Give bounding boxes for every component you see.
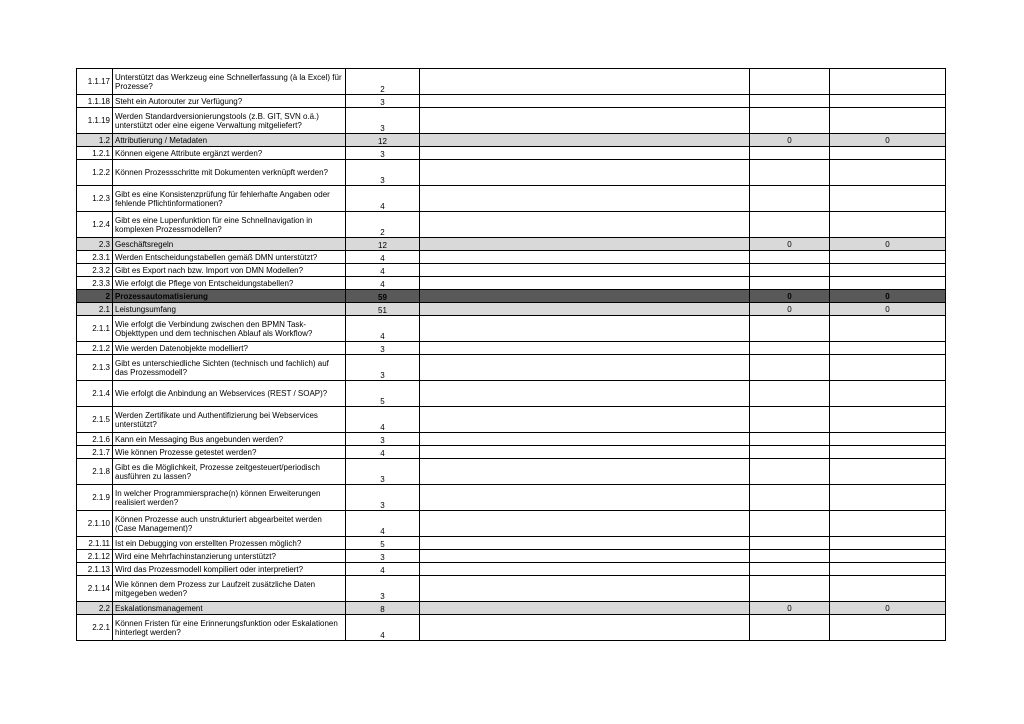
criteria-row: [77, 433, 946, 446]
score-cell-2: [830, 147, 946, 160]
points-cell: 3: [346, 342, 420, 355]
main-section-row: [77, 290, 946, 303]
points-cell: 3: [346, 95, 420, 108]
question-cell: In welcher Programmiersprache(n) können Erweiterungen realisiert werden?: [113, 485, 346, 511]
score-cell-2: [830, 433, 946, 446]
criteria-row: [77, 381, 946, 407]
criteria-table-body: [77, 69, 946, 641]
score-cell-1: [750, 186, 830, 212]
criteria-row: [77, 563, 946, 576]
question-cell: Ist ein Debugging von erstellten Prozessen möglich?: [113, 537, 346, 550]
row-id-cell: 2.1.3: [77, 355, 113, 381]
score-cell-2: [830, 563, 946, 576]
row-id-cell: 1.2.4: [77, 212, 113, 238]
row-id-cell: 1.2.3: [77, 186, 113, 212]
points-cell: 3: [346, 160, 420, 186]
answer-cell: [420, 615, 750, 641]
question-cell: Werden Standardversionierungstools (z.B. GIT, SVN o.ä.) unterstützt oder eine eigene Verwaltung mitgeliefert?: [113, 108, 346, 134]
question-cell: Können Fristen für eine Erinnerungsfunktion oder Eskalationen hinterlegt werden?: [113, 615, 346, 641]
points-cell: 4: [346, 446, 420, 459]
score-cell-1: [750, 316, 830, 342]
criteria-row: [77, 264, 946, 277]
answer-cell: [420, 381, 750, 407]
score-cell-2: [830, 537, 946, 550]
row-id-cell: 2.2: [77, 602, 113, 615]
points-cell: 3: [346, 147, 420, 160]
criteria-row: [77, 511, 946, 537]
score-cell-2: [830, 251, 946, 264]
score-cell-2: 0: [830, 238, 946, 251]
question-cell: Werden Entscheidungstabellen gemäß DMN unterstützt?: [113, 251, 346, 264]
section-row: [77, 602, 946, 615]
points-cell: 5: [346, 381, 420, 407]
question-cell: Wie erfolgt die Anbindung an Webservices (REST / SOAP)?: [113, 381, 346, 407]
row-id-cell: 2.1.1: [77, 316, 113, 342]
score-cell-2: [830, 576, 946, 602]
answer-cell: [420, 186, 750, 212]
row-id-cell: 2.1.7: [77, 446, 113, 459]
question-cell: Wird das Prozessmodell kompiliert oder interpretiert?: [113, 563, 346, 576]
question-cell: Wie können Prozesse getestet werden?: [113, 446, 346, 459]
section-row: [77, 303, 946, 316]
row-id-cell: 2: [77, 290, 113, 303]
criteria-table: [76, 68, 946, 641]
points-cell: 59: [346, 290, 420, 303]
points-cell: 3: [346, 576, 420, 602]
answer-cell: [420, 290, 750, 303]
score-cell-2: 0: [830, 290, 946, 303]
score-cell-2: [830, 381, 946, 407]
answer-cell: [420, 602, 750, 615]
points-cell: 4: [346, 407, 420, 433]
score-cell-1: [750, 446, 830, 459]
section-row: [77, 238, 946, 251]
points-cell: 12: [346, 134, 420, 147]
question-cell: Können Prozesse auch unstrukturiert abgearbeitet werden (Case Management)?: [113, 511, 346, 537]
row-id-cell: 2.3: [77, 238, 113, 251]
criteria-row: [77, 537, 946, 550]
answer-cell: [420, 511, 750, 537]
score-cell-2: [830, 342, 946, 355]
question-cell: Können eigene Attribute ergänzt werden?: [113, 147, 346, 160]
answer-cell: [420, 459, 750, 485]
score-cell-2: [830, 160, 946, 186]
points-cell: 3: [346, 433, 420, 446]
score-cell-1: [750, 485, 830, 511]
criteria-row: [77, 251, 946, 264]
score-cell-1: 0: [750, 290, 830, 303]
question-cell: Können Prozessschritte mit Dokumenten verknüpft werden?: [113, 160, 346, 186]
score-cell-2: [830, 69, 946, 95]
score-cell-1: 0: [750, 602, 830, 615]
row-id-cell: 1.2.1: [77, 147, 113, 160]
score-cell-2: [830, 446, 946, 459]
criteria-row: [77, 316, 946, 342]
score-cell-2: 0: [830, 134, 946, 147]
criteria-row: [77, 212, 946, 238]
score-cell-2: [830, 316, 946, 342]
criteria-row: [77, 615, 946, 641]
score-cell-1: [750, 511, 830, 537]
row-id-cell: 2.1.9: [77, 485, 113, 511]
score-cell-2: [830, 277, 946, 290]
score-cell-1: 0: [750, 134, 830, 147]
points-cell: 2: [346, 212, 420, 238]
score-cell-1: [750, 69, 830, 95]
question-cell: Geschäftsregeln: [113, 238, 346, 251]
answer-cell: [420, 251, 750, 264]
score-cell-2: [830, 459, 946, 485]
score-cell-1: [750, 342, 830, 355]
points-cell: 2: [346, 69, 420, 95]
score-cell-1: [750, 147, 830, 160]
criteria-row: [77, 69, 946, 95]
score-cell-2: [830, 485, 946, 511]
criteria-row: [77, 459, 946, 485]
points-cell: 4: [346, 511, 420, 537]
answer-cell: [420, 433, 750, 446]
row-id-cell: 1.1.19: [77, 108, 113, 134]
answer-cell: [420, 212, 750, 238]
question-cell: Gibt es eine Konsistenzprüfung für fehlerhafte Angaben oder fehlende Pflichtinformationen?: [113, 186, 346, 212]
points-cell: 4: [346, 186, 420, 212]
answer-cell: [420, 147, 750, 160]
score-cell-1: [750, 433, 830, 446]
criteria-row: [77, 446, 946, 459]
score-cell-1: [750, 459, 830, 485]
answer-cell: [420, 342, 750, 355]
points-cell: 4: [346, 316, 420, 342]
criteria-row: [77, 160, 946, 186]
score-cell-1: [750, 277, 830, 290]
row-id-cell: 2.1.12: [77, 550, 113, 563]
question-cell: Wird eine Mehrfachinstanzierung unterstützt?: [113, 550, 346, 563]
criteria-row: [77, 576, 946, 602]
score-cell-1: [750, 563, 830, 576]
answer-cell: [420, 95, 750, 108]
score-cell-1: [750, 355, 830, 381]
criteria-row: [77, 355, 946, 381]
row-id-cell: 2.1.8: [77, 459, 113, 485]
row-id-cell: 2.1.5: [77, 407, 113, 433]
score-cell-1: [750, 264, 830, 277]
answer-cell: [420, 576, 750, 602]
question-cell: Gibt es Export nach bzw. Import von DMN Modellen?: [113, 264, 346, 277]
question-cell: Wie erfolgt die Verbindung zwischen den BPMN Task-Objekttypen und dem technischen Ablauf als Workflow?: [113, 316, 346, 342]
question-cell: Attributierung / Metadaten: [113, 134, 346, 147]
question-cell: Gibt es eine Lupenfunktion für eine Schnellnavigation in komplexen Prozessmodellen?: [113, 212, 346, 238]
points-cell: 8: [346, 602, 420, 615]
row-id-cell: 2.1.10: [77, 511, 113, 537]
question-cell: Steht ein Autorouter zur Verfügung?: [113, 95, 346, 108]
points-cell: 4: [346, 615, 420, 641]
score-cell-1: 0: [750, 303, 830, 316]
row-id-cell: 2.1.11: [77, 537, 113, 550]
points-cell: 51: [346, 303, 420, 316]
score-cell-1: [750, 212, 830, 238]
answer-cell: [420, 264, 750, 277]
points-cell: 3: [346, 355, 420, 381]
score-cell-2: [830, 407, 946, 433]
answer-cell: [420, 563, 750, 576]
points-cell: 3: [346, 459, 420, 485]
criteria-row: [77, 186, 946, 212]
score-cell-2: 0: [830, 602, 946, 615]
criteria-row: [77, 407, 946, 433]
answer-cell: [420, 160, 750, 186]
answer-cell: [420, 108, 750, 134]
criteria-row: [77, 342, 946, 355]
answer-cell: [420, 550, 750, 563]
score-cell-2: [830, 615, 946, 641]
answer-cell: [420, 277, 750, 290]
answer-cell: [420, 134, 750, 147]
answer-cell: [420, 355, 750, 381]
row-id-cell: 1.1.17: [77, 69, 113, 95]
score-cell-1: [750, 251, 830, 264]
section-row: [77, 134, 946, 147]
row-id-cell: 2.1.2: [77, 342, 113, 355]
score-cell-1: [750, 550, 830, 563]
row-id-cell: 1.1.18: [77, 95, 113, 108]
row-id-cell: 2.2.1: [77, 615, 113, 641]
score-cell-1: [750, 537, 830, 550]
row-id-cell: 2.3.3: [77, 277, 113, 290]
score-cell-2: [830, 550, 946, 563]
score-cell-1: [750, 407, 830, 433]
row-id-cell: 2.1.13: [77, 563, 113, 576]
score-cell-2: [830, 511, 946, 537]
row-id-cell: 2.1.4: [77, 381, 113, 407]
row-id-cell: 2.3.2: [77, 264, 113, 277]
points-cell: 12: [346, 238, 420, 251]
points-cell: 5: [346, 537, 420, 550]
score-cell-1: [750, 381, 830, 407]
question-cell: Werden Zertifikate und Authentifizierung bei Webservices unterstützt?: [113, 407, 346, 433]
question-cell: Leistungsumfang: [113, 303, 346, 316]
score-cell-1: [750, 160, 830, 186]
row-id-cell: 1.2: [77, 134, 113, 147]
row-id-cell: 1.2.2: [77, 160, 113, 186]
score-cell-1: [750, 108, 830, 134]
points-cell: 3: [346, 550, 420, 563]
answer-cell: [420, 407, 750, 433]
row-id-cell: 2.1.14: [77, 576, 113, 602]
question-cell: Kann ein Messaging Bus angebunden werden?: [113, 433, 346, 446]
question-cell: Gibt es unterschiedliche Sichten (technisch und fachlich) auf das Prozessmodell?: [113, 355, 346, 381]
row-id-cell: 2.1: [77, 303, 113, 316]
question-cell: Eskalationsmanagement: [113, 602, 346, 615]
row-id-cell: 2.3.1: [77, 251, 113, 264]
question-cell: Wie werden Datenobjekte modelliert?: [113, 342, 346, 355]
answer-cell: [420, 69, 750, 95]
points-cell: 3: [346, 485, 420, 511]
score-cell-1: [750, 576, 830, 602]
criteria-row: [77, 277, 946, 290]
question-cell: Unterstützt das Werkzeug eine Schnellerfassung (à la Excel) für Prozesse?: [113, 69, 346, 95]
score-cell-2: [830, 108, 946, 134]
answer-cell: [420, 446, 750, 459]
answer-cell: [420, 238, 750, 251]
score-cell-2: [830, 264, 946, 277]
criteria-row: [77, 550, 946, 563]
score-cell-1: 0: [750, 238, 830, 251]
score-cell-2: [830, 355, 946, 381]
question-cell: Wie können dem Prozess zur Laufzeit zusätzliche Daten mitgegeben weden?: [113, 576, 346, 602]
answer-cell: [420, 485, 750, 511]
question-cell: Prozessautomatisierung: [113, 290, 346, 303]
criteria-row: [77, 108, 946, 134]
score-cell-2: 0: [830, 303, 946, 316]
answer-cell: [420, 303, 750, 316]
points-cell: 3: [346, 108, 420, 134]
answer-cell: [420, 316, 750, 342]
points-cell: 4: [346, 277, 420, 290]
points-cell: 4: [346, 563, 420, 576]
score-cell-1: [750, 95, 830, 108]
score-cell-2: [830, 186, 946, 212]
criteria-row: [77, 147, 946, 160]
score-cell-1: [750, 615, 830, 641]
points-cell: 4: [346, 251, 420, 264]
points-cell: 4: [346, 264, 420, 277]
answer-cell: [420, 537, 750, 550]
score-cell-2: [830, 95, 946, 108]
criteria-row: [77, 95, 946, 108]
score-cell-2: [830, 212, 946, 238]
row-id-cell: 2.1.6: [77, 433, 113, 446]
question-cell: Gibt es die Möglichkeit, Prozesse zeitgesteuert/periodisch ausführen zu lassen?: [113, 459, 346, 485]
question-cell: Wie erfolgt die Pflege von Entscheidungstabellen?: [113, 277, 346, 290]
criteria-row: [77, 485, 946, 511]
